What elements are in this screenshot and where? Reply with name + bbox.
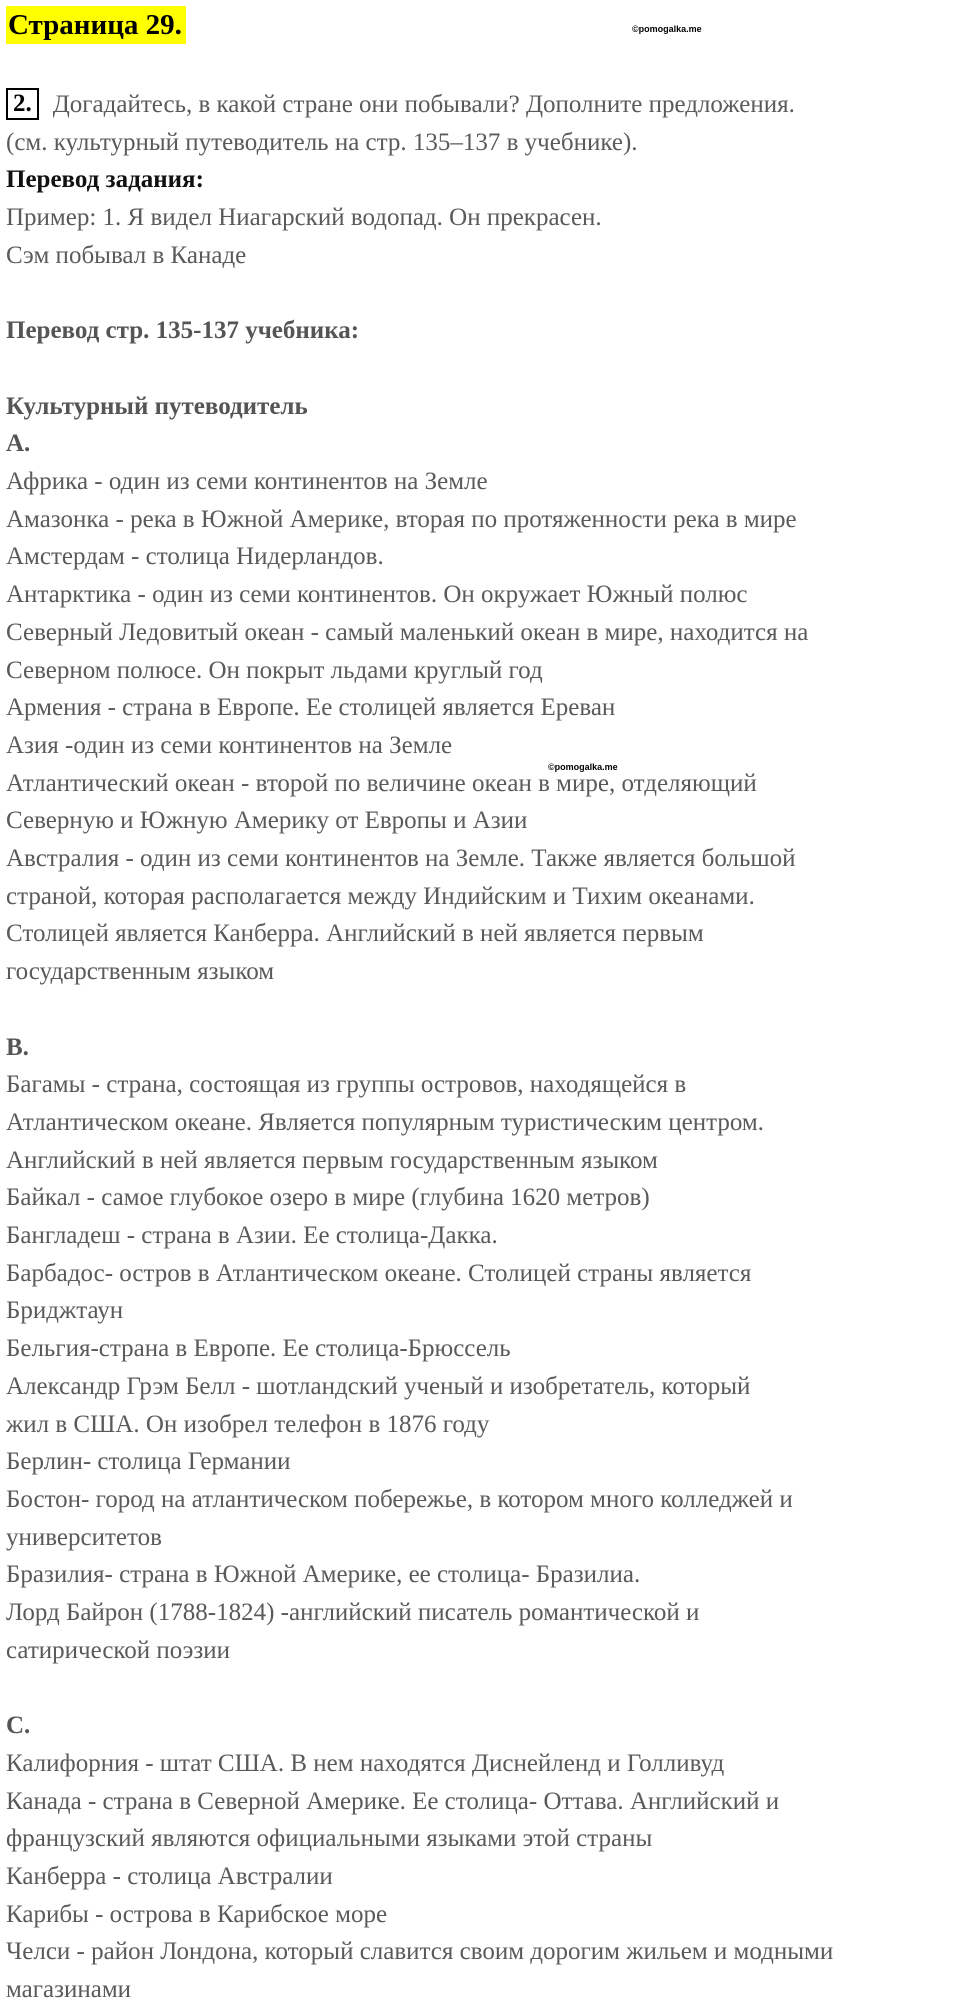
task-translation-heading: Перевод задания: bbox=[6, 166, 204, 194]
entry-line: Африка - один из семи континентов на Земле bbox=[6, 468, 488, 495]
entry-line: Английский в ней является первым государственным языком bbox=[6, 1146, 658, 1174]
guide-title: Культурный путеводитель bbox=[6, 392, 308, 420]
entry-line: Бриджтаун bbox=[6, 1297, 124, 1325]
entry-line: Канберра - столица Австралии bbox=[6, 1862, 333, 1890]
entry-line: Атлантический океан - второй по величине океан в мире, отделяющий bbox=[6, 769, 757, 797]
task-example: Пример: 1. Я видел Ниагарский водопад. Он прекрасен. bbox=[6, 204, 602, 232]
entry-line: Северный Ледовитый океан - самый маленький океан в мире, находится на bbox=[6, 618, 809, 646]
entry-line: Амазонка - река в Южной Америке, вторая по протяженности река в мире bbox=[6, 505, 797, 533]
task-instruction: Догадайтесь, в какой стране они побывали? Дополните предложения. bbox=[52, 91, 795, 118]
entry-line: Лорд Байрон (1788-1824) -английский писатель романтической и bbox=[6, 1599, 700, 1627]
section-letter: B. bbox=[6, 1033, 29, 1061]
entry-line: Армения - страна в Европе. Ее столицей является Ереван bbox=[6, 694, 616, 722]
translation-heading: Перевод стр. 135-137 учебника: bbox=[6, 317, 360, 345]
section-lines bbox=[6, 1745, 956, 2009]
task-line bbox=[6, 86, 956, 124]
entry-line: Северную и Южную Америку от Европы и Азии bbox=[6, 807, 528, 835]
section-lines bbox=[6, 463, 956, 991]
entry-line: Бразилия- страна в Южной Америке, ее столица- Бразилиа. bbox=[6, 1561, 641, 1589]
entry-line: Северном полюсе. Он покрыт льдами круглый год bbox=[6, 656, 543, 684]
section-letter: C. bbox=[6, 1712, 31, 1740]
page-title: Страница 29. bbox=[6, 6, 186, 44]
spacer bbox=[6, 991, 956, 1029]
entry-line: французский являются официальными языками этой страны bbox=[6, 1825, 653, 1853]
entry-line: Бангладеш - страна в Азии. Ее столица-Дакка. bbox=[6, 1222, 498, 1250]
entry-line: Калифорния - штат США. В нем находятся Диснейленд и Голливуд bbox=[6, 1749, 725, 1777]
entry-line: Австралия - один из семи континентов на Земле. Также является большой bbox=[6, 845, 796, 873]
entry-line: Барбадос- остров в Атлантическом океане. Столицей страны является bbox=[6, 1259, 752, 1287]
document-body bbox=[6, 86, 956, 2009]
entry-line: Бостон- город на атлантическом побережье, в котором много колледжей и bbox=[6, 1485, 793, 1513]
entry-line: государственным языком bbox=[6, 958, 275, 986]
entry-line: страной, которая располагается между Индийским и Тихим океанами. bbox=[6, 882, 755, 910]
entry-line: Азия -один из семи континентов на Земле bbox=[6, 731, 453, 759]
entry-line: Антарктика - один из семи континентов. Он окружает Южный полюс bbox=[6, 581, 748, 609]
entry-line: Канада - страна в Северной Америке. Ее столица- Оттава. Английский и bbox=[6, 1787, 780, 1815]
entry-line: Багамы - страна, состоящая из группы островов, находящейся в bbox=[6, 1071, 687, 1099]
task-number-badge: 2. bbox=[6, 88, 39, 120]
entry-line: Столицей является Канберра. Английский в ней является первым bbox=[6, 920, 704, 948]
section-b bbox=[6, 1029, 956, 1670]
entry-line: Александр Грэм Белл - шотландский ученый и изобретатель, который bbox=[6, 1372, 751, 1400]
watermark: ©pomogalka.me bbox=[548, 762, 618, 772]
task-example-answer: Сэм побывал в Канаде bbox=[6, 241, 247, 269]
section-a bbox=[6, 425, 956, 991]
entry-line: Челси - район Лондона, который славится своим дорогим жильем и модными bbox=[6, 1938, 834, 1966]
entry-line: Бельгия-страна в Европе. Ее столица-Брюссель bbox=[6, 1335, 511, 1363]
entry-line: Карибы - острова в Карибское море bbox=[6, 1900, 388, 1928]
entry-line: жил в США. Он изобрел телефон в 1876 году bbox=[6, 1410, 490, 1438]
entry-line: магазинами bbox=[6, 1976, 132, 2004]
entry-line: университетов bbox=[6, 1523, 162, 1551]
entry-line: Байкал - самое глубокое озеро в мире (глубина 1620 метров) bbox=[6, 1184, 650, 1212]
entry-line: Атлантическом океане. Является популярным туристическим центром. bbox=[6, 1108, 764, 1136]
entry-line: Берлин- столица Германии bbox=[6, 1448, 291, 1476]
spacer bbox=[6, 350, 956, 388]
section-lines bbox=[6, 1066, 956, 1669]
section-letter: A. bbox=[6, 430, 31, 458]
spacer bbox=[6, 275, 956, 313]
entry-line: Амстердам - столица Нидерландов. bbox=[6, 543, 384, 571]
watermark: ©pomogalka.me bbox=[632, 24, 702, 34]
section-c bbox=[6, 1707, 956, 2009]
spacer bbox=[6, 1669, 956, 1707]
task-instruction-reference: (см. культурный путеводитель на стр. 135–137 в учебнике). bbox=[6, 128, 638, 156]
entry-line: сатирической поэзии bbox=[6, 1636, 230, 1664]
